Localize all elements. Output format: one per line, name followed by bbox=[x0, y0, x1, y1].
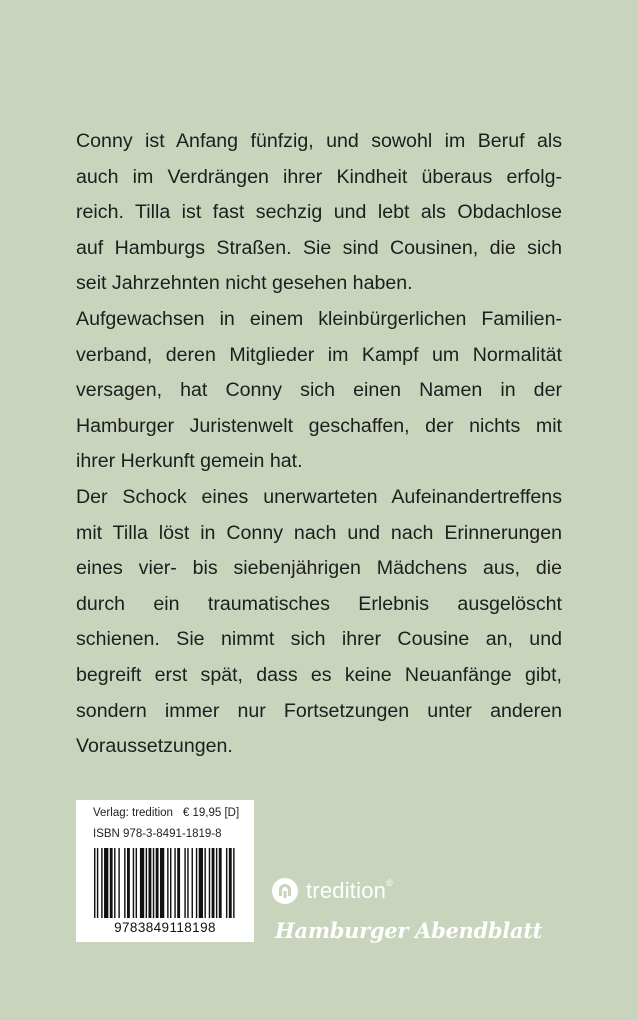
barcode-bar bbox=[174, 848, 175, 918]
blurb-line: auf Hamburgs Straßen. Sie sind Cousinen, die sich bbox=[76, 236, 562, 259]
tredition-logo bbox=[272, 877, 393, 905]
blurb-line: ihrer Herkunft gemein hat. bbox=[76, 450, 303, 473]
barcode-bar bbox=[149, 848, 152, 918]
blurb-line: Conny ist Anfang fünfzig, und sowohl im Beruf als bbox=[76, 130, 562, 152]
barcode-bar bbox=[219, 848, 222, 918]
barcode-bar bbox=[114, 848, 115, 918]
barcode-label bbox=[76, 800, 254, 942]
barcode-bar bbox=[209, 848, 210, 918]
blurb-line: eines vier- bis siebenjährigen Mädchens aus, die bbox=[76, 557, 562, 580]
blurb-line: auch im Verdrängen ihrer Kindheit überaus erfolg- bbox=[76, 165, 562, 188]
barcode-icon bbox=[94, 848, 236, 918]
blurb-line: verband, deren Mitglieder im Kampf um Normalität bbox=[76, 343, 562, 366]
blurb-line: schienen. Sie nimmt sich ihrer Cousine an, und bbox=[76, 628, 562, 651]
barcode-bar bbox=[153, 848, 154, 918]
barcode-bar bbox=[136, 848, 137, 918]
barcode-bar bbox=[170, 848, 171, 918]
barcode-bar bbox=[110, 848, 113, 918]
barcode-bar bbox=[212, 848, 215, 918]
blurb-line: mit Tilla löst in Conny nach und nach Erinnerungen bbox=[76, 521, 562, 544]
isbn-text: ISBN 978-3-8491-1819-8 bbox=[93, 828, 222, 840]
barcode-bar bbox=[226, 848, 227, 918]
price-text: € 19,95 [D] bbox=[182, 807, 240, 819]
barcode-bar bbox=[97, 848, 98, 918]
blurb-line: durch ein traumatisches Erlebnis ausgelöscht bbox=[76, 592, 562, 615]
barcode-bar bbox=[177, 848, 180, 918]
barcode-number: 9783849118198 bbox=[114, 920, 216, 935]
blurb-line: Der Schock eines unerwarteten Aufeinandertreffens bbox=[76, 485, 562, 508]
blurb-line: Aufgewachsen in einem kleinbürgerlichen Familien- bbox=[76, 307, 562, 330]
barcode-bar bbox=[216, 848, 217, 918]
blurb-line: Hamburger Juristenwelt geschaffen, der nichts mit bbox=[76, 414, 562, 437]
blurb-line: begreift erst spät, dass es keine Neuanfänge gibt, bbox=[76, 663, 562, 686]
barcode-bar bbox=[233, 848, 234, 918]
barcode-bar bbox=[127, 848, 130, 918]
barcode-bar bbox=[187, 848, 188, 918]
barcode-bar bbox=[184, 848, 185, 918]
barcode-bar bbox=[167, 848, 168, 918]
blurb-line: sondern immer nur Fortsetzungen unter anderen bbox=[76, 699, 562, 722]
publisher-price-line bbox=[93, 807, 239, 819]
blurb-line: seit Jahrzehnten nicht gesehen haben. bbox=[76, 272, 413, 295]
tredition-wordmark: tredition® bbox=[306, 878, 393, 903]
blurb-line: Voraussetzungen. bbox=[76, 735, 233, 758]
barcode-bar bbox=[160, 848, 164, 918]
barcode-bar bbox=[104, 848, 108, 918]
barcode-bar bbox=[118, 848, 119, 918]
barcode-bar bbox=[94, 848, 95, 918]
barcode-bar bbox=[229, 848, 232, 918]
hamburger-abendblatt-logo: Hamburger Abendblatt bbox=[275, 918, 543, 943]
barcode-bar bbox=[204, 848, 205, 918]
barcode-bar bbox=[146, 848, 147, 918]
tredition-emblem-icon bbox=[272, 878, 298, 904]
barcode-bar bbox=[101, 848, 102, 918]
barcode-bar bbox=[133, 848, 134, 918]
blurb-line: reich. Tilla ist fast sechzig und lebt als Obdachlose bbox=[76, 201, 562, 224]
barcode-bar bbox=[196, 848, 197, 918]
barcode-bar bbox=[192, 848, 193, 918]
barcode-bar bbox=[140, 848, 144, 918]
back-cover-blurb bbox=[76, 124, 562, 765]
barcode-bar bbox=[156, 848, 159, 918]
barcode-bar bbox=[124, 848, 125, 918]
barcode-bar bbox=[199, 848, 203, 918]
publisher-text: Verlag: tredition bbox=[93, 807, 173, 819]
blurb-line: versagen, hat Conny sich einen Namen in der bbox=[76, 379, 562, 402]
